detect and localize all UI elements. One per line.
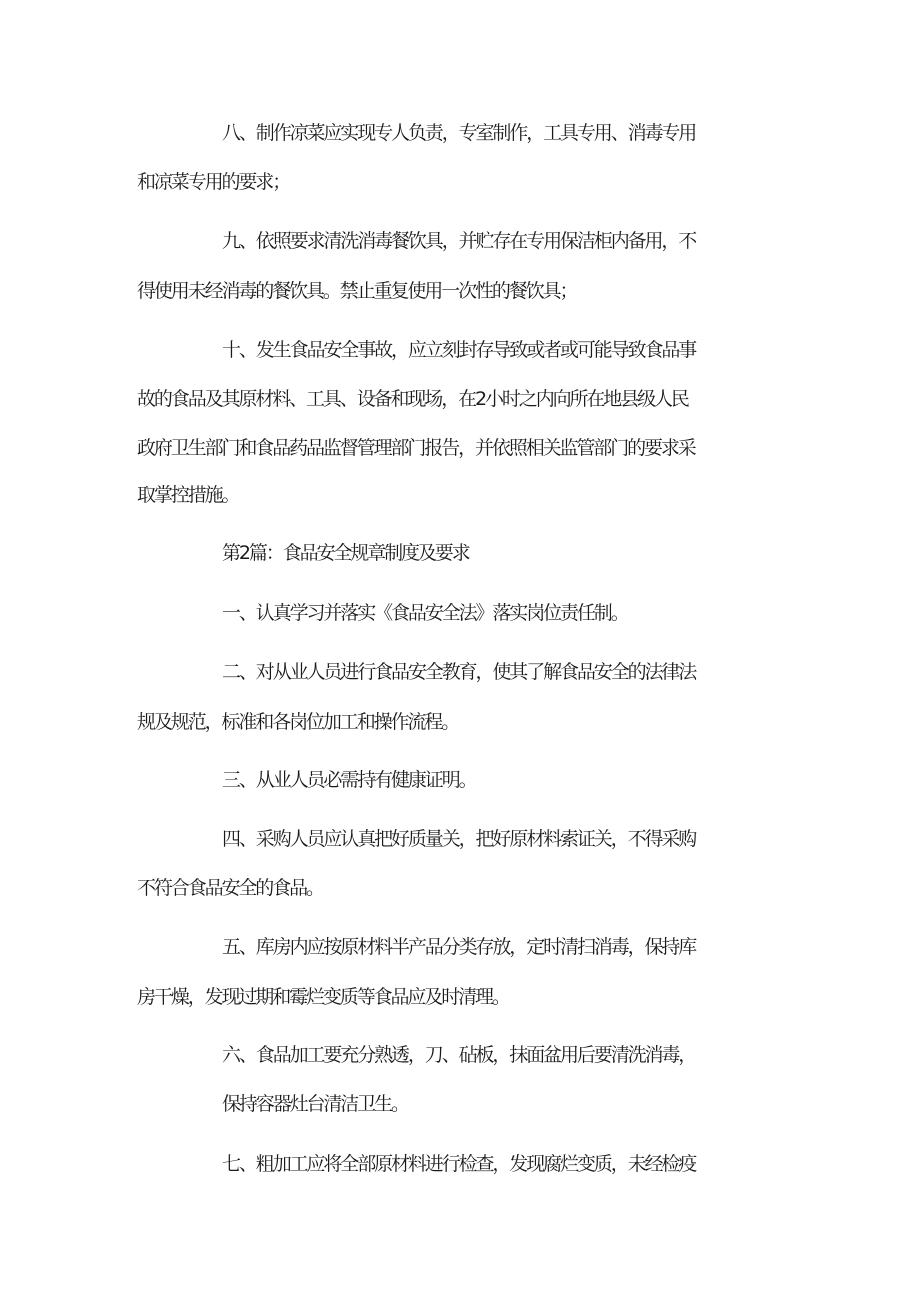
rule-5-line-1: 五、库房内应按原材料半产品分类存放，定时清扫消毒，保持库	[222, 936, 696, 958]
section-heading: 第2篇：食品安全规章制度及要求	[222, 542, 469, 564]
para-10-line-2: 故的食品及其原材料、工具、设备和现场，在2小时之内向所在地县级人民	[137, 388, 688, 410]
rule-6-line-1: 六、食品加工要充分熟透，刀、砧板，抹面盆用后要清洗消毒，	[222, 1044, 696, 1066]
rule-7-line-1: 七、粗加工应将全部原材料进行检查，发现腐烂变质，未经检疫	[222, 1153, 696, 1175]
para-8-line-1: 八、制作凉菜应实现专人负责，专室制作，工具专用、消毒专用	[222, 122, 696, 144]
para-10-line-4: 取掌控措施。	[137, 484, 239, 506]
rule-2-line-2: 规及规范，标准和各岗位加工和操作流程。	[137, 711, 459, 733]
rule-6-line-2: 保持容器灶台清洁卫生。	[222, 1093, 408, 1115]
rule-1: 一、认真学习并落实《食品安全法》落实岗位责任制。	[222, 602, 628, 624]
para-8-line-2: 和凉菜专用的要求；	[137, 171, 290, 193]
rule-4-line-2: 不符合食品安全的食品。	[137, 877, 323, 899]
para-10-line-3: 政府卫生部门和食品药品监督管理部门报告，并依照相关监管部门的要求采	[137, 437, 695, 459]
para-9-line-1: 九、依照要求清洗消毒餐饮具，并贮存在专用保洁柜内备用，不	[222, 230, 696, 252]
rule-3: 三、从业人员必需持有健康证明。	[222, 769, 476, 791]
rule-2-line-1: 二、对从业人员进行食品安全教育，使其了解食品安全的法律法	[222, 661, 696, 683]
rule-4-line-1: 四、采购人员应认真把好质量关，把好原材料索证关，不得采购	[222, 828, 696, 850]
para-9-line-2: 得使用未经消毒的餐饮具。禁止重复使用一次性的餐饮具；	[137, 280, 577, 302]
para-10-line-1: 十、发生食品安全事故，应立刻封存导致或者或可能导致食品事	[222, 339, 696, 361]
rule-5-line-2: 房干燥，发现过期和霉烂变质等食品应及时清理。	[137, 986, 509, 1008]
